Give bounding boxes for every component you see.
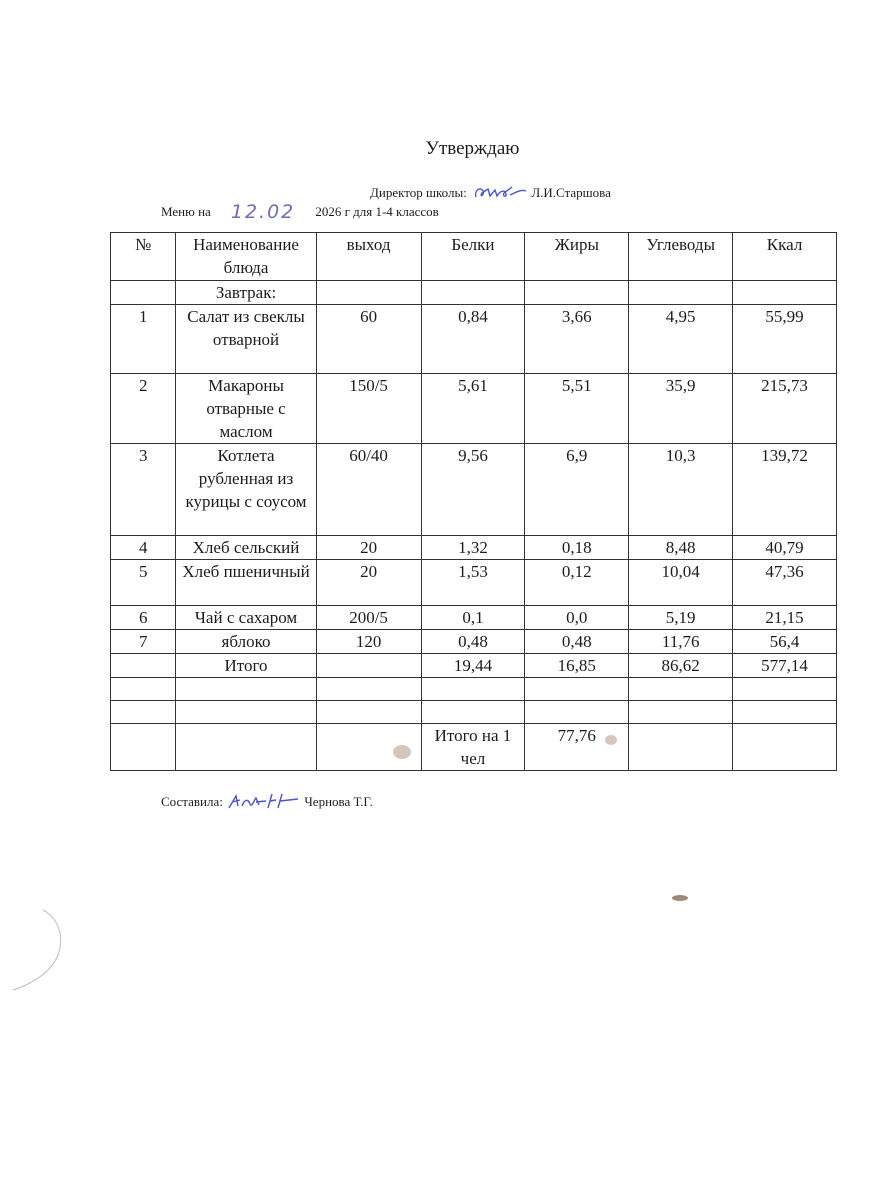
director-name: Л.И.Старшова [531,185,611,200]
row-num: 7 [111,630,176,654]
row-carbs: 4,95 [629,305,733,374]
header-cell-num: № [111,233,176,281]
header-cell-name: Наименование блюда [176,233,316,281]
row-name: яблоко [176,630,316,654]
row-num: 1 [111,305,176,374]
table-row [111,630,837,654]
row-output: 200/5 [316,606,421,630]
header-cell-kcal: Ккал [733,233,837,281]
row-protein: 1,32 [421,536,525,560]
row-protein: 0,84 [421,305,525,374]
total-label: Итого [176,654,316,678]
table-row [111,305,837,374]
row-output: 20 [316,560,421,606]
row-carbs: 8,48 [629,536,733,560]
row-kcal: 215,73 [733,374,837,444]
row-name: Хлеб пшеничный [176,560,316,606]
header-cell-fat: Жиры [525,233,629,281]
menu-table [110,232,837,771]
menu-suffix: 2026 г для 1-4 классов [315,204,439,219]
row-protein: 0,48 [421,630,525,654]
row-name: Макароны отварные с маслом [176,374,316,444]
menu-date-line [161,201,439,223]
director-signature [470,183,528,203]
row-protein: 9,56 [421,444,525,536]
section-row-breakfast [111,281,837,305]
empty-row [111,678,837,701]
menu-prefix: Меню на [161,204,211,219]
per-person-row [111,724,837,771]
pencil-mark [8,905,78,995]
total-protein: 19,44 [421,654,525,678]
row-protein: 1,53 [421,560,525,606]
row-carbs: 10,3 [629,444,733,536]
row-num: 5 [111,560,176,606]
row-kcal: 139,72 [733,444,837,536]
row-num: 3 [111,444,176,536]
table-row [111,560,837,606]
row-num: 4 [111,536,176,560]
director-label: Директор школы: [370,185,467,200]
ink-stain [605,735,617,745]
header-cell-carbs: Углеводы [629,233,733,281]
row-fat: 0,0 [525,606,629,630]
row-num: 6 [111,606,176,630]
compiled-label: Составила: [161,794,223,809]
table-row [111,374,837,444]
total-kcal: 577,14 [733,654,837,678]
row-output: 60 [316,305,421,374]
header-cell-output: выход [316,233,421,281]
row-kcal: 40,79 [733,536,837,560]
compiled-name: Чернова Т.Г. [304,794,373,809]
table-row [111,606,837,630]
row-kcal: 56,4 [733,630,837,654]
row-kcal: 21,15 [733,606,837,630]
row-output: 150/5 [316,374,421,444]
row-name: Салат из свеклы отварной [176,305,316,374]
row-carbs: 11,76 [629,630,733,654]
row-fat: 0,18 [525,536,629,560]
row-carbs: 5,19 [629,606,733,630]
row-num: 2 [111,374,176,444]
compiler-signature [226,790,301,814]
row-protein: 0,1 [421,606,525,630]
menu-date-handwritten: 12.02 [230,201,296,223]
row-fat: 3,66 [525,305,629,374]
total-fat: 16,85 [525,654,629,678]
row-output: 60/40 [316,444,421,536]
table-row [111,536,837,560]
ink-stain [672,895,688,901]
section-label: Завтрак: [176,281,316,305]
table-header-row [111,233,837,281]
row-name: Хлеб сельский [176,536,316,560]
row-kcal: 47,36 [733,560,837,606]
row-name: Котлета рубленная из курицы с соусом [176,444,316,536]
row-fat: 0,48 [525,630,629,654]
row-protein: 5,61 [421,374,525,444]
row-fat: 5,51 [525,374,629,444]
row-output: 120 [316,630,421,654]
row-name: Чай с сахаром [176,606,316,630]
per-person-label: Итого на 1 чел [421,724,525,771]
header-cell-protein: Белки [421,233,525,281]
per-person-value: 77,76 [525,724,629,771]
director-approval-line [370,183,611,203]
total-carbs: 86,62 [629,654,733,678]
ink-stain [393,745,411,759]
row-fat: 6,9 [525,444,629,536]
row-output: 20 [316,536,421,560]
table-row [111,444,837,536]
row-kcal: 55,99 [733,305,837,374]
empty-row [111,701,837,724]
row-carbs: 10,04 [629,560,733,606]
page-title: Утверждаю [425,138,520,159]
compiled-by-line [161,790,373,814]
row-fat: 0,12 [525,560,629,606]
row-carbs: 35,9 [629,374,733,444]
total-row [111,654,837,678]
